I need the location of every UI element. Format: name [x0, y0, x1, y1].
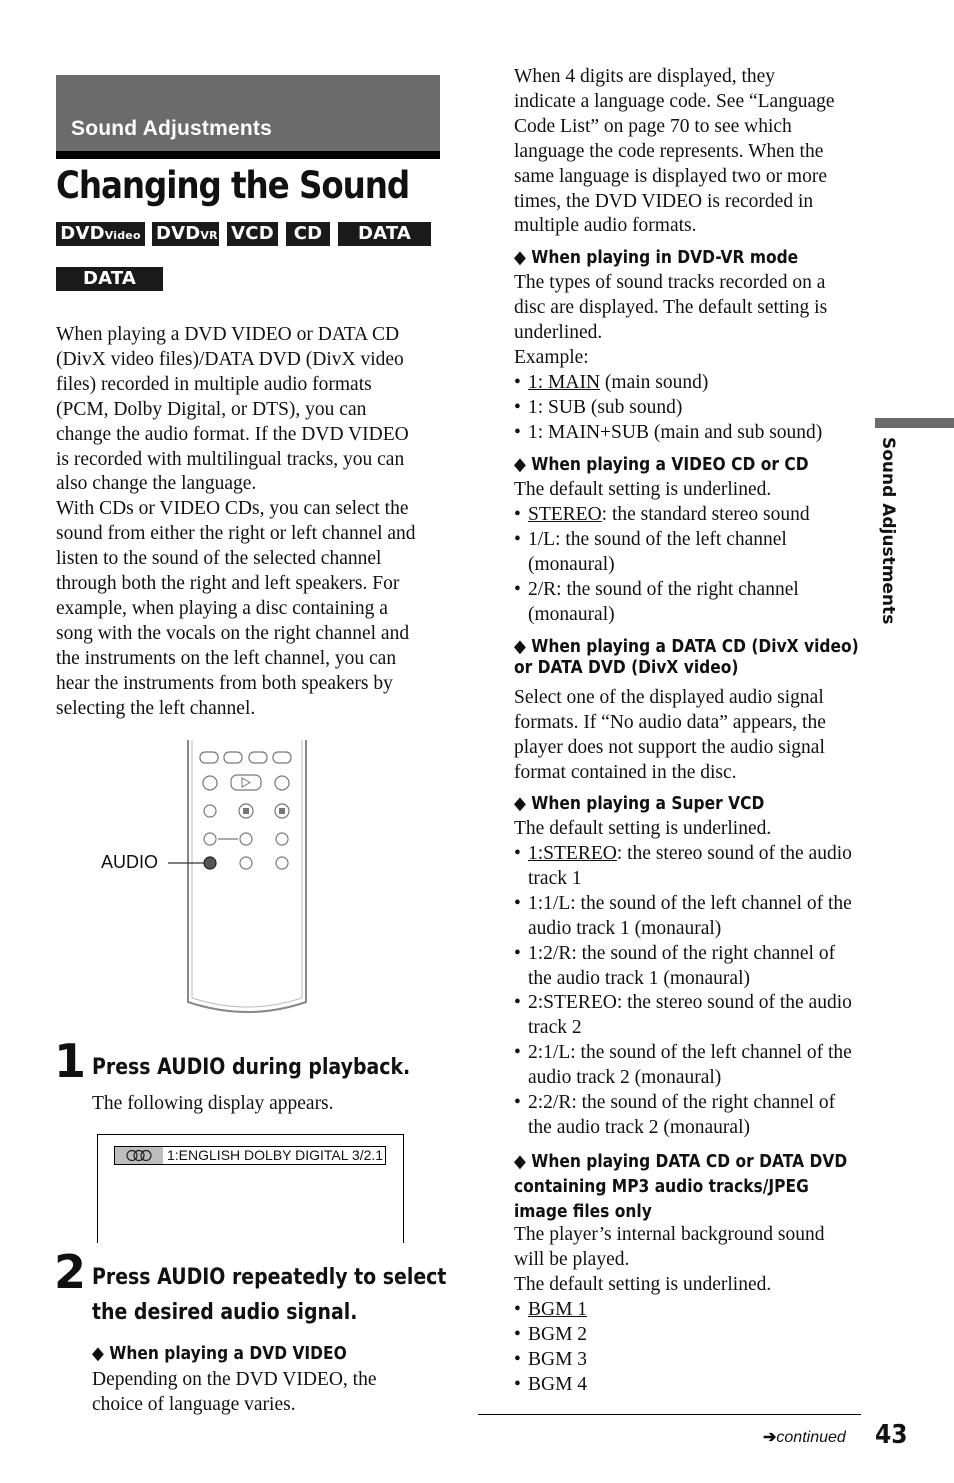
list-item: • 1:2/R: the sound of the right channel of the audio track 1 (monaural)	[514, 942, 862, 992]
step-2-text: Press AUDIO repeatedly to select the desired audio signal.	[92, 1265, 447, 1325]
side-tab-label: Sound Adjustments	[878, 437, 898, 625]
side-tab	[875, 418, 954, 428]
list-item: • 1/L: the sound of the left channel (monaural)	[514, 528, 844, 578]
list-item: • 2:2/R: the sound of the right channel of the audio track 2 (monaural)	[514, 1091, 862, 1141]
list-item: • 1: MAIN+SUB (main and sub sound)	[514, 421, 864, 446]
list-item: • BGM 4	[514, 1373, 714, 1398]
audio-callout-label: AUDIO	[101, 852, 159, 872]
osd-display	[97, 1134, 404, 1243]
page-title: Changing the Sound	[56, 164, 410, 207]
list-item: • 2/R: the sound of the right channel (monaural)	[514, 578, 844, 628]
heading-super-vcd: ◆ When playing a Super VCD	[514, 793, 765, 814]
step-1-number: 1	[54, 1034, 87, 1088]
list-item: • BGM 2	[514, 1323, 714, 1348]
list-item: • 1:1/L: the sound of the left channel of the audio track 1 (monaural)	[514, 892, 862, 942]
step-1-text: Press AUDIO during playback.	[92, 1055, 411, 1080]
dvd-vr-list	[514, 371, 864, 446]
dvd-video-text: Depending on the DVD VIDEO, the choice of language varies.	[92, 1369, 377, 1415]
footer-rule	[478, 1414, 861, 1415]
arrow-right-icon: ➔	[763, 1429, 777, 1446]
list-item: • 1: MAIN (main sound)	[514, 371, 864, 396]
remote-illustration	[160, 740, 320, 1020]
continued-note: ➔continued	[763, 1429, 846, 1446]
step-1-note: The following display appears.	[92, 1093, 334, 1114]
vcd-list	[514, 503, 844, 628]
list-item: • BGM 1	[514, 1298, 714, 1323]
heading-mp3: ◆ When playing DATA CD or DATA DVD containing MP3 audio tracks/JPEG image files only	[514, 1151, 848, 1222]
section-band	[56, 75, 440, 153]
heading-divx: ◆ When playing a DATA CD (DivX video) or DATA DVD (DivX video)	[514, 636, 859, 678]
divx-text: Select one of the displayed audio signal formats. If “No audio data” appears, the player does not support the audio signal format contained in the disc.	[514, 687, 826, 783]
language-code-text: When 4 digits are displayed, they indicate a language code. See “Language Code List” on page 70 to see which language the code represents. When the same language is displayed two or more times, the DVD VIDEO is recorded in multiple audio formats.	[514, 66, 835, 237]
list-item: • 1:STEREO: the stereo sound of the audio track 1	[514, 842, 862, 892]
badge-vcd: VCD	[227, 222, 278, 246]
mp3-list	[514, 1298, 714, 1398]
osd-text: 1:ENGLISH DOLBY DIGITAL 3/2.1	[167, 1147, 384, 1163]
badge-data-cd: DATA CD	[338, 222, 431, 246]
badge-data-dvd: DATA DVD	[56, 267, 163, 291]
disc-audio-icon	[115, 1147, 163, 1164]
section-label: Sound Adjustments	[71, 117, 272, 140]
badge-cd: CD	[286, 222, 330, 246]
badge-dvd-vr: DVDVR	[152, 222, 219, 246]
list-item: • 1: SUB (sub sound)	[514, 396, 864, 421]
page-number: 43	[875, 1420, 908, 1450]
osd-bar	[114, 1146, 386, 1165]
heading-vcd: ◆ When playing a VIDEO CD or CD	[514, 454, 809, 475]
badge-dvd-video: DVDVideo	[56, 222, 145, 246]
list-item: • BGM 3	[514, 1348, 714, 1373]
mp3-text: The player’s internal background sound will be played. The default setting is underlined.	[514, 1224, 825, 1295]
list-item: • 2:1/L: the sound of the left channel of the audio track 2 (monaural)	[514, 1041, 862, 1091]
dvd-vr-text: The types of sound tracks recorded on a disc are displayed. The default setting is underlined. Example:	[514, 272, 828, 368]
section-rule	[56, 151, 440, 159]
step-2-number: 2	[54, 1245, 87, 1299]
vcd-text: The default setting is underlined.	[514, 479, 772, 500]
svcd-list	[514, 842, 862, 1141]
heading-dvd-vr: ◆ When playing in DVD-VR mode	[514, 247, 799, 268]
heading-dvd-video: ◆ When playing a DVD VIDEO	[92, 1343, 347, 1364]
list-item: • 2:STEREO: the stereo sound of the audio track 2	[514, 991, 862, 1041]
intro-text: When playing a DVD VIDEO or DATA CD (DivX video files)/DATA DVD (DivX video files) recorded in multiple audio formats (PCM, Dolby Digital, or DTS), you can change the audio format. If the DVD VIDEO is recorded with multilingual tracks, you can also change the language. With CDs or VIDEO CDs, you can select the sound from either the right or left channel and listen to the sound of the selected channel through both the right and left speakers. For example, when playing a disc containing a song with the vocals on the right channel and the instruments on the left channel, you can hear the instruments from both speakers by selecting the left channel.	[56, 324, 416, 719]
list-item: • STEREO: the standard stereo sound	[514, 503, 844, 528]
svcd-text: The default setting is underlined.	[514, 818, 772, 839]
